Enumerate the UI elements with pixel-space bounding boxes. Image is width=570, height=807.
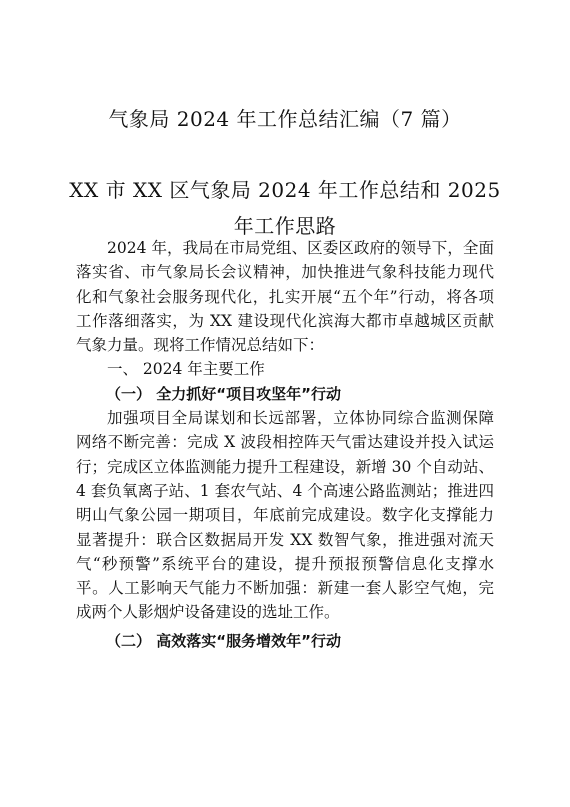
subheading-service: （二） 高效落实“服务增效年”行动 — [106, 631, 341, 650]
document-title: 气象局 2024 年工作总结汇编（7 篇） — [108, 107, 462, 131]
section-title: XX 市 XX 区气象局 2024 年工作总结和 2025 年工作思路 — [69, 178, 501, 238]
subheading-project: （一） 全力抓好“项目攻坚年”行动 — [106, 384, 341, 403]
intro-paragraph: 2024 年，我局在市局党组、区委区政府的领导下，全面落实省、市气象局长会议精神，加快推进气象科技能力现代化和气象社会服务现代化，扎实开展“五个年”行动，将各项工作落细落实，为 XX 建设现代化滨海大都市卓越城区贡献气象力量。现将工作情况总结如下： — [76, 239, 494, 355]
document-body — [76, 236, 494, 653]
body-paragraph: 加强项目全局谋划和长远部署，立体协同综合监测保障网络不断完善：完成 X 波段相控阵天气雷达建设并投入试运行；完成区立体监测能力提升工程建设，新增 30 个自动站、4 套负氧离子站、1 套农气站、4 个高速公路监测站；推进四明山气象公园一期项目，年底前完成建设。数字化支撑能力显著提升：联合区数据局开发 XX 数智气象，推进强对流天气“秒预警”系统平台的建设，提升预报预警信息化支撑水平。人工影响天气能力不断加强：新建一套人影空气炮，完成两个人影烟炉设备建设的选址工作。 — [76, 409, 494, 622]
heading-level-1: 一、 2024 年主要工作 — [107, 360, 265, 379]
